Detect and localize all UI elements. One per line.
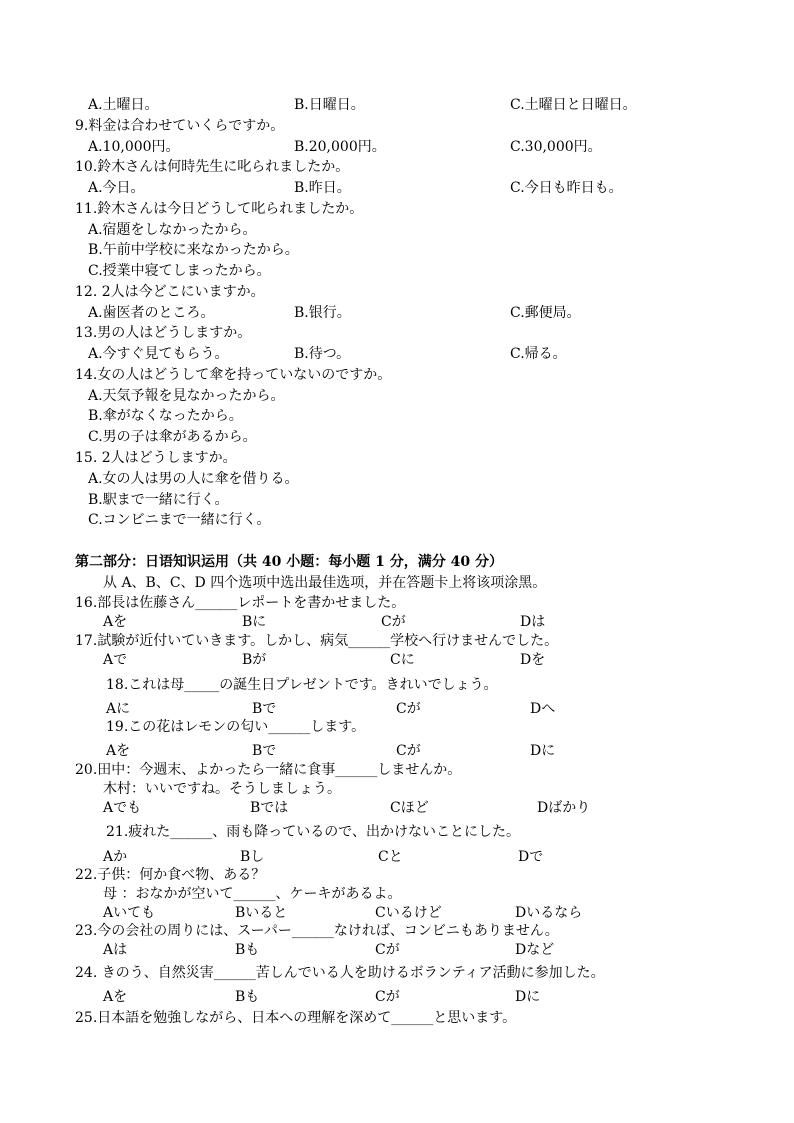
q18-option-a: Aに	[106, 701, 131, 717]
q8-option-a: A.土曜日。	[88, 97, 159, 113]
question-25: 25.日本語を勉強しながら、日本への理解を深めて______と思います。	[75, 1010, 517, 1026]
question-14: 14.女の人はどうして傘を持っていないのですか。	[75, 367, 392, 383]
question-15: 15. 2人はどうしますか。	[75, 450, 237, 466]
question-22: 22.子供：何か食べ物、ある？	[75, 867, 266, 883]
q21-option-d: Dで	[518, 849, 544, 865]
q11-option-b: B.午前中学校に来なかったから。	[88, 242, 299, 258]
q18-option-c: Cが	[396, 701, 421, 717]
q10-option-c: C.今日も昨日も。	[510, 180, 623, 196]
q13-option-a: A.今すぐ見てもらう。	[88, 346, 229, 362]
q17-option-b: Bが	[242, 652, 267, 668]
question-21: 21.疲れた______、雨も降っているので、出かけないことにした。	[106, 824, 520, 840]
question-20-reply: 木村：いいですね。そうしましょう。	[103, 781, 341, 797]
q24-option-d: Dに	[515, 989, 541, 1005]
question-18: 18.これは母_____の誕生日プレゼントです。きれいでしょう。	[106, 677, 498, 693]
q19-option-c: Cが	[396, 743, 421, 759]
q18-option-d: Dへ	[530, 701, 556, 717]
q10-option-a: A.今日。	[88, 180, 145, 196]
q14-option-c: C.男の子は傘があるから。	[88, 429, 257, 445]
q13-option-b: B.待つ。	[294, 346, 351, 362]
q21-option-b: Bし	[240, 849, 265, 865]
q23-option-c: Cが	[375, 942, 400, 958]
q21-option-c: Cと	[378, 849, 403, 865]
q16-option-b: Bに	[242, 614, 267, 630]
q23-option-b: Bも	[235, 942, 260, 958]
q20-option-a: Aでも	[103, 800, 142, 816]
q20-option-b: Bでは	[250, 800, 289, 816]
q15-option-c: C.コンビニまで一緒に行く。	[88, 512, 271, 528]
q14-option-a: A.天気予報を見なかったから。	[88, 388, 285, 404]
q12-option-b: B.银行。	[294, 305, 351, 321]
question-9: 9.料金は合わせていくらですか。	[75, 118, 285, 134]
q15-option-b: B.駅まで一緒に行く。	[88, 492, 229, 508]
q9-option-c: C.30,000円。	[510, 139, 602, 155]
question-24: 24. きのう、自然災害______苦しんでいる人を助けるボランティア活動に参加した。	[75, 965, 605, 981]
q18-option-b: Bで	[252, 701, 277, 717]
q24-option-b: Bも	[235, 989, 260, 1005]
q17-option-a: Aで	[103, 652, 128, 668]
q11-option-a: A.宿題をしなかったから。	[88, 222, 257, 238]
q15-option-a: A.女の人は男の人に傘を借りる。	[88, 471, 299, 487]
q17-option-d: Dを	[520, 652, 546, 668]
question-11: 11.鈴木さんは今日どうして叱られましたか。	[75, 201, 364, 217]
q22-option-d: Dいるなら	[515, 905, 583, 921]
question-16: 16.部長は佐藤さん______レポートを書かせました。	[75, 595, 406, 611]
q14-option-b: B.傘がなくなったから。	[88, 408, 243, 424]
part2-instruction: 从 A、B、C、D 四个选项中选出最佳选项，并在答题卡上将该项涂黑。	[103, 575, 547, 591]
q24-option-a: Aを	[103, 989, 128, 1005]
q8-option-c: C.土曜日と日曜日。	[510, 97, 637, 113]
question-22-reply: 母 ：おなかが空いて______、ケーキがあるよ。	[103, 886, 402, 902]
question-10: 10.鈴木さんは何時先生に叱られましたか。	[75, 159, 350, 175]
question-19: 19.この花はレモンの匂い______します。	[106, 719, 366, 735]
q12-option-a: A.歯医者のところ。	[88, 305, 215, 321]
q9-option-b: B.20,000円。	[294, 139, 386, 155]
q12-option-c: C.郵便局。	[510, 305, 581, 321]
question-13: 13.男の人はどうしますか。	[75, 325, 252, 341]
question-12: 12. 2人は今どこにいますか。	[75, 284, 265, 300]
q21-option-a: Aか	[103, 849, 128, 865]
q19-option-b: Bで	[252, 743, 277, 759]
q16-option-a: Aを	[103, 614, 128, 630]
q10-option-b: B.昨日。	[294, 180, 351, 196]
q22-option-c: Cいるけど	[375, 905, 442, 921]
q22-option-a: Aいても	[103, 905, 156, 921]
q20-option-c: Cほど	[390, 800, 429, 816]
q19-option-d: Dに	[530, 743, 556, 759]
q8-option-b: B.日曜日。	[294, 97, 365, 113]
question-23: 23.今の会社の周りには、スーパー______なければ、コンビニもありません。	[75, 923, 559, 939]
question-17: 17.試験が近付いていきます。しかし、病気______学校へ行けませんでした。	[75, 633, 559, 649]
q23-option-d: Dなど	[515, 942, 555, 958]
q20-option-d: Dばかり	[537, 800, 591, 816]
q22-option-b: Bいると	[235, 905, 288, 921]
q11-option-c: C.授業中寝てしまったから。	[88, 263, 271, 279]
q16-option-c: Cが	[381, 614, 406, 630]
q23-option-a: Aは	[103, 942, 128, 958]
question-20: 20.田中：今週末、よかったら一緒に食事______しませんか。	[75, 762, 462, 778]
q24-option-c: Cが	[375, 989, 400, 1005]
q19-option-a: Aを	[106, 743, 131, 759]
q13-option-c: C.帰る。	[510, 346, 567, 362]
part2-heading: 第二部分：日语知识运用（共 40 小题：每小题 1 分，满分 40 分）	[75, 554, 503, 570]
q17-option-c: Cに	[390, 652, 415, 668]
q16-option-d: Dは	[520, 614, 546, 630]
q9-option-a: A.10,000円。	[88, 139, 180, 155]
